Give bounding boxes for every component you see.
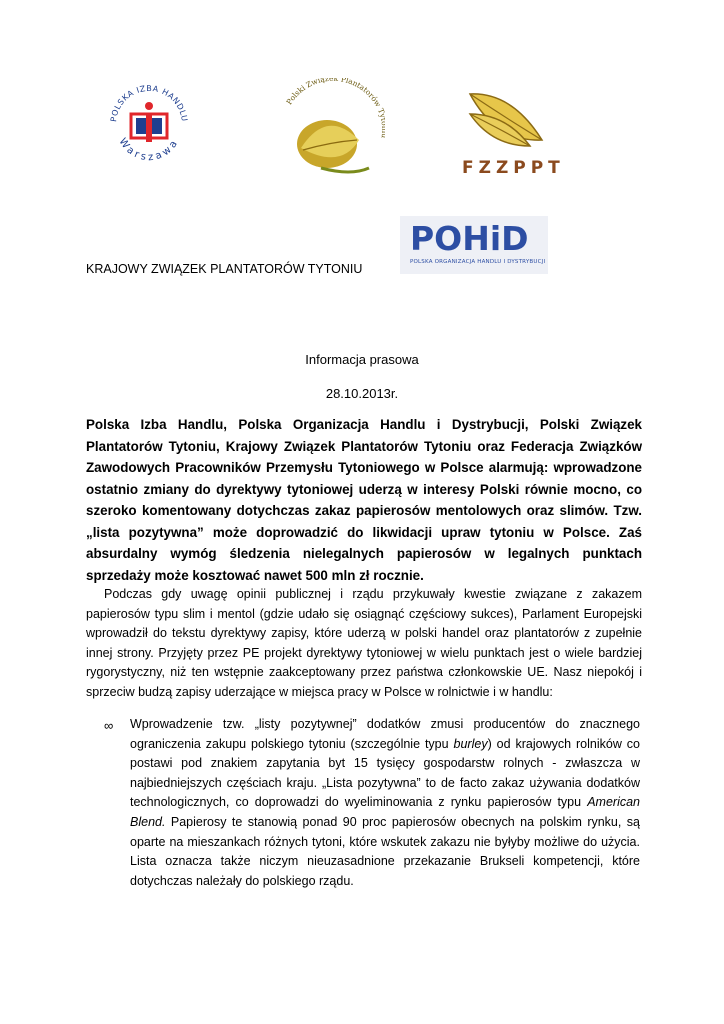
- pohid-logo-word: POHiD: [410, 219, 529, 258]
- pih-arc-bottom-text: Warszawa: [116, 136, 182, 164]
- bullet-item-text: [130, 715, 640, 891]
- bullet-text-emphasis-2: American Blend.: [130, 795, 640, 829]
- fzzppt-logo: [456, 88, 565, 184]
- bullet-text-part-3: Papierosy te stanowią ponad 90 proc papierosów obecnych na polskim rynku, są oparte na mieszankach różnych tytoni, które wskutek zakazu nie byłyby możliwe do użycia. Lista oznacza także niczym nieuzasadnione przekazanie Brukseli kompetencji, które dotychczas należały do polskiego rządu.: [130, 814, 640, 888]
- pih-arc-top-text: POLSKA IZBA HANDLU: [109, 83, 190, 123]
- press-release-date: 28.10.2013r.: [325, 386, 399, 401]
- pzpt-arc-text: Polski Związek Plantatorów: [284, 78, 383, 109]
- bullet-text-emphasis-1: burley: [453, 736, 488, 751]
- polska-izba-handlu-logo: [108, 76, 190, 174]
- pohid-logo-subtitle: POLSKA ORGANIZACJA HANDLU I DYSTRYBUCJI: [410, 259, 546, 265]
- bullet-marker: ∞: [104, 718, 114, 733]
- bullet-text-part-1: Wprowadzenie tzw. „listy pozytywnej” dodatków zmusi producentów do znacznego ograniczenia zakupu polskiego tytoniu (szczególnie typu: [130, 717, 640, 751]
- fzzppt-logo-text: FZZPPT: [462, 158, 565, 178]
- organization-name: KRAJOWY ZWIĄZEK PLANTATORÓW TYTONIU: [86, 262, 363, 276]
- body-paragraph: Podczas gdy uwagę opinii publicznej i rządu przykuwały kwestie związane z zakazem papierosów typu slim i mentol (gdzie udało się osiągnąć częściowy sukces), Parlament Europejski wprowadził do tekstu dyrektywy zapisy, które uderzą w polski handel oraz plantatorów z zupełnie innej strony. Przyjęty przez PE projekt dyrektywy tytoniowej w wielu punktach jest o wiele bardziej rygorystyczny, niż ten wstępnie zaakceptowany przez państwa członkowskie UE. Nasz niepokój i sprzeciw budzą zapisy uderzające w miejsca pracy w Polsce w rolnictwie i w handlu:: [86, 587, 642, 699]
- press-release-label: Informacja prasowa: [305, 352, 419, 367]
- lead-paragraph: Polska Izba Handlu, Polska Organizacja Handlu i Dystrybucji, Polski Związek Plantatorów Tytoniu, Krajowy Związek Plantatorów Tytoniu oraz Federacja Związków Zawodowych Pracowników Przemysłu Tytoniowego w Polsce alarmują: wprowadzone ostatnio zmiany do dyrektywy tytoniowej uderzą w interesy Polski równie mocno, co szeroko komentowany dotychczas zakaz papierosów mentolowych oraz slimów. Tzw. „lista pozytywna” może doprowadzić do likwidacji upraw tytoniu w Polsce. Zaś absurdalny wymóg śledzenia nielegalnych papierosów w legalnych punktach sprzedaży może kosztować nawet 500 mln zł rocznie.: [86, 417, 642, 583]
- pohid-logo: [400, 216, 548, 274]
- bullet-text-part-2: ) od krajowych rolników co postawi pod znakiem zapytania byt 15 tysięcy gospodarstw rolnych - zwłaszcza w najbiedniejszych częściach kraju. „Lista pozytywna” to de facto zakaz używania dodatków technologicznych, co doprowadzi do wyeliminowania z rynku papierosów typu: [130, 736, 640, 810]
- polski-zwiazek-plantatorow-logo: [281, 78, 385, 180]
